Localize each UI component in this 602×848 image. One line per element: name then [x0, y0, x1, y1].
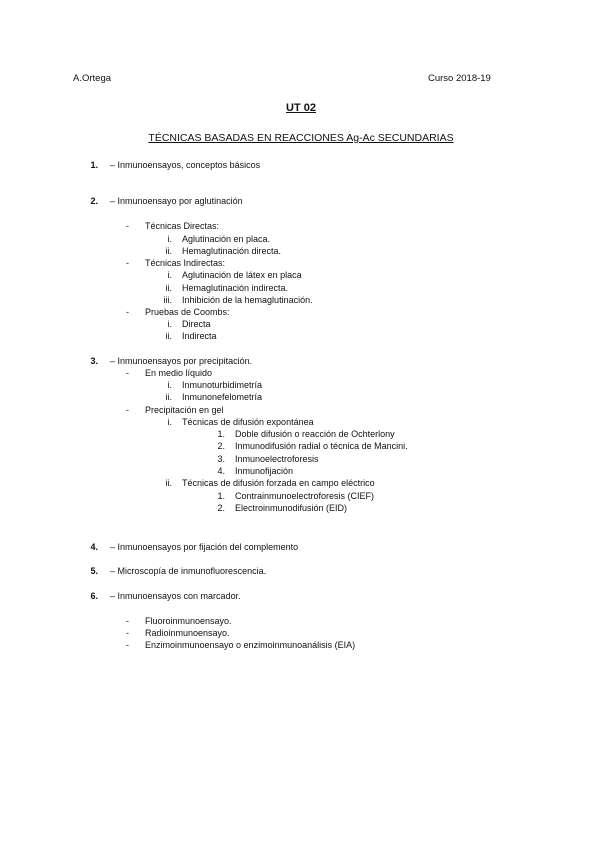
list-dash: - — [126, 368, 129, 378]
list-dash: - — [126, 405, 129, 415]
section-heading: – Inmunoensayos, conceptos básicos — [110, 160, 261, 170]
section-number: 1. — [90, 160, 98, 170]
list-dash: - — [126, 221, 129, 231]
section-heading: – Inmunoensayos por fijación del complemento — [110, 542, 299, 552]
roman-numeral: ii. — [165, 478, 172, 488]
list-dash: - — [126, 628, 129, 638]
arabic-number: 1. — [217, 491, 225, 501]
roman-numeral: i. — [167, 319, 172, 329]
list-item: Inmunonefelometría — [182, 392, 263, 402]
list-item: Radioinmunoensayo. — [145, 628, 230, 638]
course-year: Curso 2018-19 — [428, 73, 491, 84]
section-number: 5. — [90, 566, 98, 576]
list-item: Aglutinación en placa. — [182, 234, 271, 244]
list-item: Contrainmunoelectroforesis (CIEF) — [235, 491, 375, 501]
list-dash: - — [126, 307, 129, 317]
list-item: Inmunodifusión radial o técnica de Mancini. — [235, 441, 408, 451]
list-item: Inmunofijación — [235, 466, 294, 476]
arabic-number: 1. — [217, 429, 225, 439]
roman-numeral: ii. — [165, 392, 172, 402]
roman-numeral: ii. — [165, 331, 172, 341]
list-item: Enzimoinmunoensayo o enzimoinmunoanálisis (EIA) — [145, 640, 356, 650]
page-title: UT 02 — [286, 102, 316, 114]
arabic-number: 3. — [217, 454, 225, 464]
list-item: Doble difusión o reacción de Ochterlony — [235, 429, 395, 439]
section-number: 6. — [90, 591, 98, 601]
section-heading: – Inmunoensayos con marcador. — [110, 591, 241, 601]
section-number: 2. — [90, 196, 98, 206]
list-dash: - — [126, 258, 129, 268]
list-item: Aglutinación de látex en placa — [182, 270, 302, 280]
list-item: Hemaglutinación indirecta. — [182, 283, 289, 293]
section-heading: – Inmunoensayo por aglutinación — [110, 196, 243, 206]
subgroup-title: Técnicas de difusión expontánea — [182, 417, 314, 427]
arabic-number: 2. — [217, 441, 225, 451]
list-item: Fluoroinmunoensayo. — [145, 616, 232, 626]
section-heading: – Inmunoensayos por precipitación. — [110, 356, 253, 366]
roman-numeral: ii. — [165, 283, 172, 293]
roman-numeral: iii. — [163, 295, 172, 305]
roman-numeral: ii. — [165, 246, 172, 256]
list-dash: - — [126, 616, 129, 626]
roman-numeral: i. — [167, 234, 172, 244]
list-item: Inmunoturbidimetría — [182, 380, 263, 390]
subgroup-title: Técnicas de difusión forzada en campo eléctrico — [182, 478, 375, 488]
roman-numeral: i. — [167, 417, 172, 427]
group-title: Técnicas Indirectas: — [145, 258, 226, 268]
group-title: Pruebas de Coombs: — [145, 307, 230, 317]
section-number: 3. — [90, 356, 98, 366]
list-item: Inmunoelectroforesis — [235, 454, 319, 464]
group-title: Técnicas Directas: — [145, 221, 220, 231]
author-name: A.Ortega — [73, 73, 112, 84]
roman-numeral: i. — [167, 270, 172, 280]
roman-numeral: i. — [167, 380, 172, 390]
group-title: Precipitación en gel — [145, 405, 224, 415]
arabic-number: 2. — [217, 503, 225, 513]
group-title: En medio líquido — [145, 368, 213, 378]
list-item: Indirecta — [182, 331, 217, 341]
list-item: Directa — [182, 319, 211, 329]
section-heading: – Microscopía de inmunofluorescencia. — [110, 566, 267, 576]
list-dash: - — [126, 640, 129, 650]
list-item: Hemaglutinación directa. — [182, 246, 282, 256]
list-item: Inhibición de la hemaglutinación. — [182, 295, 313, 305]
section-number: 4. — [90, 542, 98, 552]
arabic-number: 4. — [217, 466, 225, 476]
list-item: Electroinmunodifusión (EID) — [235, 503, 348, 513]
page-subtitle: TÉCNICAS BASADAS EN REACCIONES Ag-Ac SECUNDARIAS — [148, 132, 454, 144]
